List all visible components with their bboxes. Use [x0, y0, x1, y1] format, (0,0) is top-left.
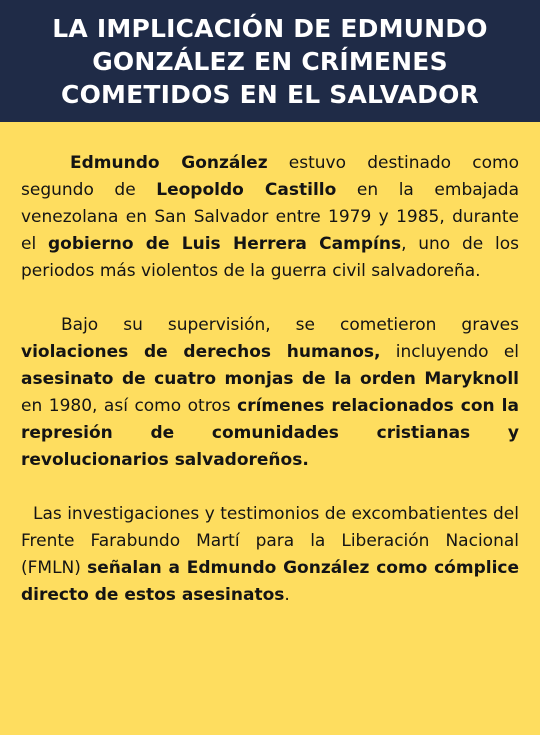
body-text: en 1980, así como otros — [21, 396, 238, 416]
bold-text: crímenes relacionados con la represión de comunidades cristianas y revolucionarios salvadoreños. — [21, 396, 519, 470]
article-body — [21, 150, 519, 636]
body-text: Bajo su supervisión, se cometieron graves — [61, 315, 519, 335]
bold-text: gobierno de Luis Herrera Campíns — [47, 234, 402, 254]
paragraph-1 — [21, 150, 519, 285]
body-text: estuvo destinado como segundo de — [21, 153, 519, 200]
bold-text: violaciones de derechos humanos, — [21, 342, 381, 362]
page-title: LA IMPLICACIÓN DE EDMUNDO GONZÁLEZ EN CRÍMENES COMETIDOS EN EL SALVADOR — [52, 13, 488, 109]
bold-text: Leopoldo Castillo — [156, 180, 337, 200]
bold-text: Edmundo González — [70, 153, 268, 173]
bold-text: asesinato de cuatro monjas de la orden Maryknoll — [21, 369, 519, 389]
body-text: . — [284, 585, 290, 605]
body-text: Las investigaciones y testimonios de excombatientes del Frente Farabundo Martí para la Liberación Nacional (FMLN) — [21, 504, 519, 578]
paragraph-2 — [21, 312, 519, 474]
header-banner — [0, 0, 540, 122]
bold-text: señalan a Edmundo González como cómplice directo de estos asesinatos — [21, 558, 520, 605]
body-text: , uno de los periodos más violentos de la guerra civil salvadoreña. — [21, 234, 519, 281]
body-text: incluyendo el — [380, 342, 519, 362]
paragraph-3 — [21, 501, 519, 609]
body-text: en la embajada venezolana en San Salvador entre 1979 y 1985, durante el — [21, 180, 519, 254]
